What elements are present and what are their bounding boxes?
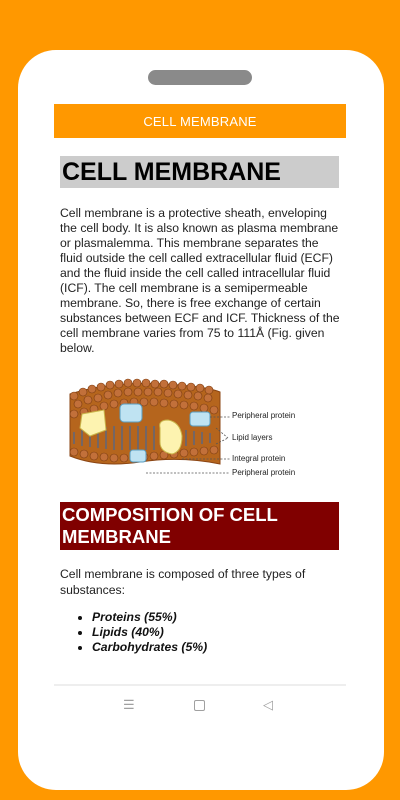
app-bar xyxy=(54,104,346,138)
label-peripheral-protein-bottom: Peripheral protein xyxy=(232,468,296,477)
section-intro: Cell membrane is composed of three types of substances: xyxy=(60,567,306,597)
intro-paragraph: Cell membrane is a protective sheath, enveloping the cell body. It is also known as plasma membrane or plasmalemma. This membrane separates the fluid outside the cell called extracellular fluid (ECF) and the fluid inside the cell called intracellular fluid (ICF). The cell membrane is a semipermeable membrane. So, there is free exchange of certain substances between ECF and ICF. Thickness of the cell membrane varies from 75 to 111Å (Fig. given below. xyxy=(60,206,340,355)
section-heading: COMPOSITION OF CELL MEMBRANE xyxy=(60,502,339,550)
app-screen xyxy=(54,104,346,684)
phone-speaker xyxy=(148,70,252,85)
triangle-back-icon[interactable]: ◁ xyxy=(263,697,273,712)
system-nav-bar xyxy=(54,684,346,726)
list-item: • Lipids (40%) xyxy=(92,625,340,640)
cell-membrane-figure xyxy=(60,372,310,484)
page-title: CELL MEMBRANE xyxy=(60,156,339,188)
menu-icon[interactable]: ☰ xyxy=(123,697,135,712)
square-home-icon[interactable] xyxy=(194,700,205,711)
article-content xyxy=(60,156,340,655)
list-item: • Carbohydrates (5%) xyxy=(92,640,340,655)
composition-list xyxy=(60,610,340,655)
app-title: CELL MEMBRANE xyxy=(143,113,257,129)
label-integral-protein: Integral protein xyxy=(232,454,286,463)
label-peripheral-protein-top: Peripheral protein xyxy=(232,411,296,420)
label-lipid-layers: Lipid layers xyxy=(232,433,273,442)
list-item: • Proteins (55%) xyxy=(92,610,340,625)
